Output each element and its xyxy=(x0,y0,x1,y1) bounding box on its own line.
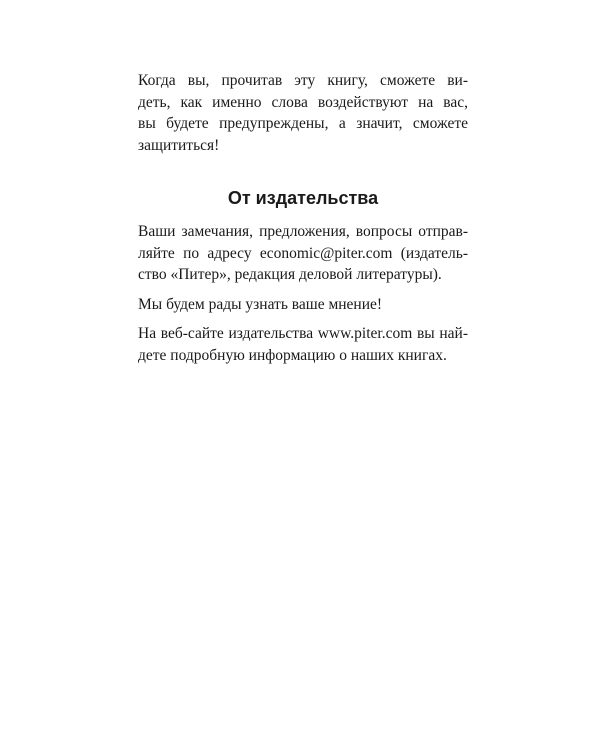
section-heading: От издательства xyxy=(227,188,379,208)
feedback-line: ляйте по адресу economic@piter.com (издатель- xyxy=(138,244,468,262)
intro-line: защититься! xyxy=(138,136,220,154)
intro-line: деть, как именно слова воздействуют на вас, xyxy=(138,93,468,111)
feedback-line: Ваши замечания, предложения, вопросы отправ- xyxy=(138,223,468,240)
intro-paragraph xyxy=(138,70,468,156)
intro-line: Когда вы, прочитав эту книгу, сможете ви- xyxy=(138,72,468,89)
opinion-paragraph xyxy=(138,294,468,316)
website-line: На веб-сайте издательства www.piter.com вы най- xyxy=(138,325,468,342)
feedback-paragraph xyxy=(138,221,468,286)
website-paragraph xyxy=(138,323,468,366)
feedback-line: ство «Питер», редакция деловой литературы). xyxy=(138,266,442,283)
intro-line: вы будете предупреждены, а значит, сможете xyxy=(138,115,468,132)
opinion-line: Мы будем рады узнать ваше мнение! xyxy=(138,295,383,313)
book-page xyxy=(138,70,468,366)
website-line: дете подробную информацию о наших книгах. xyxy=(138,346,447,364)
